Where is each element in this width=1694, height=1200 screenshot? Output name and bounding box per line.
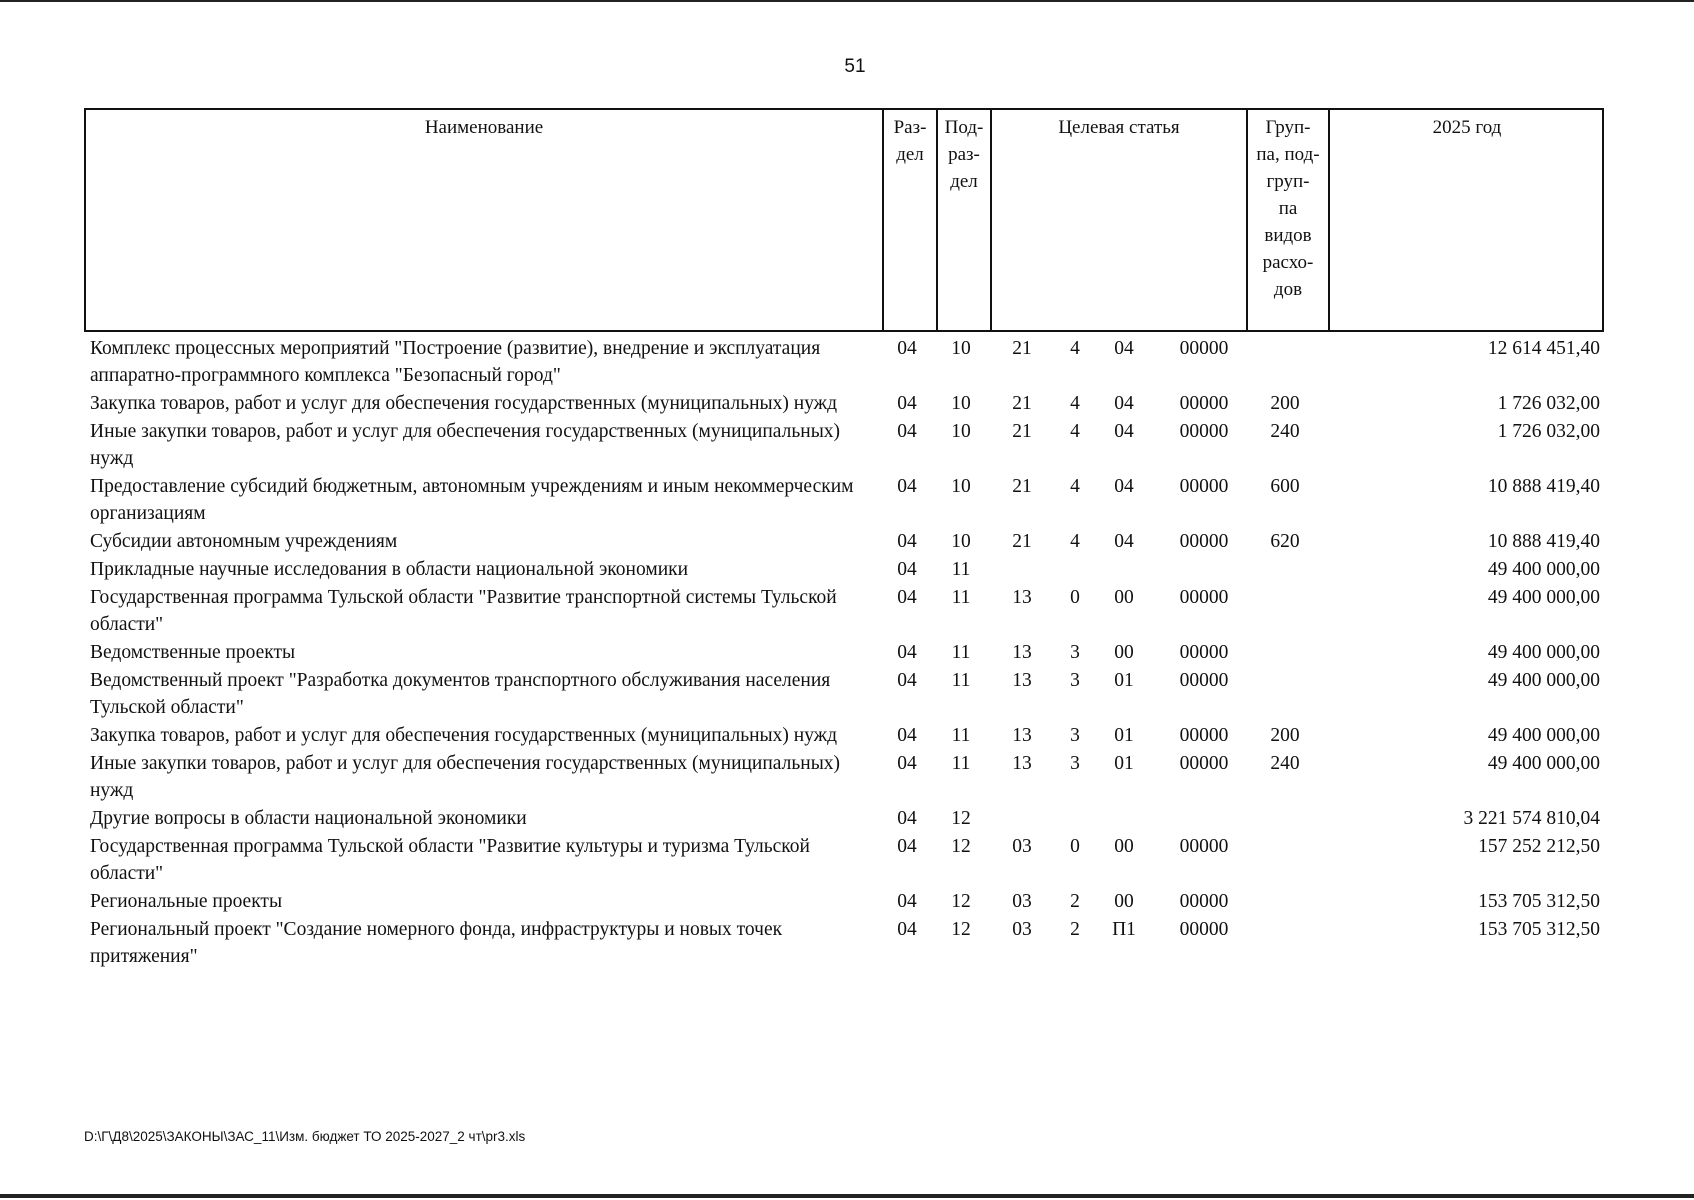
cell-target-direction: 00000 (1179, 531, 1229, 552)
cell-amount-2025: 153 705 312,50 (1478, 919, 1600, 940)
page-bottom-edge (0, 1194, 1694, 1198)
cell-podrazdel: 11 (951, 670, 971, 691)
page-number: 51 (844, 56, 866, 77)
cell-razdel: 04 (897, 753, 917, 774)
cell-expense-group: 600 (1270, 476, 1300, 497)
header-podrazdel (936, 110, 990, 330)
cell-amount-2025: 49 400 000,00 (1487, 559, 1600, 580)
cell-target-direction: 00000 (1179, 393, 1229, 414)
cell-name: Субсидии автономным учреждениям (90, 531, 398, 552)
cell-amount-2025: 10 888 419,40 (1487, 476, 1600, 497)
cell-target-event: 04 (1114, 421, 1134, 442)
cell-name: Региональный проект "Создание номерного фонда, инфраструктуры и новых точек притяжения" (90, 919, 783, 967)
cell-razdel: 04 (897, 476, 917, 497)
cell-target-direction: 00000 (1179, 725, 1229, 746)
cell-target-program: 21 (1012, 338, 1032, 359)
header-group (1246, 110, 1328, 330)
header-year: 2025 год (1328, 110, 1604, 330)
cell-name: Региональные проекты (90, 891, 283, 912)
header-podrazdel-text: Под- раз- дел (944, 117, 984, 192)
header-razdel-text: Раз- дел (893, 117, 927, 165)
cell-razdel: 04 (897, 642, 917, 663)
cell-target-direction: 00000 (1179, 753, 1229, 774)
cell-podrazdel: 10 (951, 531, 971, 552)
cell-expense-group: 240 (1270, 753, 1300, 774)
cell-razdel: 04 (897, 725, 917, 746)
table-row (84, 472, 1604, 527)
cell-name: Закупка товаров, работ и услуг для обеспечения государственных (муниципальных) нужд (90, 393, 838, 414)
cell-target-type: 3 (1070, 753, 1080, 774)
cell-target-direction: 00000 (1179, 338, 1229, 359)
cell-target-type: 0 (1070, 587, 1080, 608)
cell-razdel: 04 (897, 587, 917, 608)
cell-target-program: 13 (1012, 725, 1032, 746)
cell-amount-2025: 49 400 000,00 (1487, 725, 1600, 746)
cell-target-direction: 00000 (1179, 421, 1229, 442)
cell-expense-group: 620 (1270, 531, 1300, 552)
cell-amount-2025: 49 400 000,00 (1487, 753, 1600, 774)
cell-target-type: 4 (1070, 393, 1080, 414)
table-row (84, 638, 1604, 666)
cell-razdel: 04 (897, 919, 917, 940)
cell-name: Ведомственный проект "Разработка документов транспортного обслуживания населения Тульской области" (90, 670, 831, 718)
file-path-footer: D:\Г\Д8\2025\ЗАКОНЫ\ЗАС_11\Изм. бюджет ТО 2025-2027_2 чт\pr3.xls (84, 1129, 526, 1144)
table-row (84, 555, 1604, 583)
table-row (84, 666, 1604, 721)
cell-target-program: 13 (1012, 670, 1032, 691)
cell-name: Иные закупки товаров, работ и услуг для обеспечения государственных (муниципальных) нужд (90, 421, 841, 469)
cell-target-type: 4 (1070, 531, 1080, 552)
cell-amount-2025: 157 252 212,50 (1478, 836, 1600, 857)
cell-target-program: 03 (1012, 836, 1032, 857)
cell-target-direction: 00000 (1179, 587, 1229, 608)
cell-name: Государственная программа Тульской области "Развитие культуры и туризма Тульской области" (90, 836, 810, 884)
cell-podrazdel: 12 (951, 836, 971, 857)
header-razdel (882, 110, 936, 330)
table-row (84, 721, 1604, 749)
page-top-edge (0, 0, 1694, 2)
header-group-text: Груп- па, под- груп- па видов расхо- дов (1256, 117, 1320, 300)
cell-podrazdel: 11 (951, 587, 971, 608)
cell-podrazdel: 11 (951, 642, 971, 663)
cell-target-type: 2 (1070, 919, 1080, 940)
cell-target-event: 00 (1114, 587, 1134, 608)
cell-target-type: 2 (1070, 891, 1080, 912)
cell-amount-2025: 49 400 000,00 (1487, 670, 1600, 691)
cell-razdel: 04 (897, 421, 917, 442)
cell-razdel: 04 (897, 338, 917, 359)
cell-razdel: 04 (897, 808, 917, 829)
cell-amount-2025: 49 400 000,00 (1487, 642, 1600, 663)
cell-target-direction: 00000 (1179, 891, 1229, 912)
cell-target-type: 4 (1070, 421, 1080, 442)
cell-podrazdel: 12 (951, 891, 971, 912)
cell-name: Иные закупки товаров, работ и услуг для обеспечения государственных (муниципальных) нужд (90, 753, 841, 801)
table-row (84, 749, 1604, 804)
cell-razdel: 04 (897, 393, 917, 414)
cell-target-type: 3 (1070, 670, 1080, 691)
cell-amount-2025: 49 400 000,00 (1487, 587, 1600, 608)
cell-amount-2025: 1 726 032,00 (1497, 421, 1600, 442)
cell-razdel: 04 (897, 836, 917, 857)
cell-name: Прикладные научные исследования в области национальной экономики (90, 559, 689, 580)
cell-target-event: 04 (1114, 476, 1134, 497)
table-row (84, 887, 1604, 915)
cell-amount-2025: 153 705 312,50 (1478, 891, 1600, 912)
table-row (84, 334, 1604, 389)
cell-target-direction: 00000 (1179, 836, 1229, 857)
cell-target-program: 21 (1012, 476, 1032, 497)
cell-podrazdel: 12 (951, 919, 971, 940)
cell-podrazdel: 11 (951, 725, 971, 746)
table-row (84, 583, 1604, 638)
table-row (84, 804, 1604, 832)
cell-amount-2025: 1 726 032,00 (1497, 393, 1600, 414)
cell-target-event: 04 (1114, 393, 1134, 414)
cell-target-type: 3 (1070, 642, 1080, 663)
cell-target-type: 4 (1070, 338, 1080, 359)
table-body (84, 334, 1604, 970)
cell-target-type: 4 (1070, 476, 1080, 497)
table-row (84, 389, 1604, 417)
cell-target-event: 01 (1114, 670, 1134, 691)
cell-target-direction: 00000 (1179, 919, 1229, 940)
cell-razdel: 04 (897, 559, 917, 580)
cell-podrazdel: 11 (951, 559, 971, 580)
cell-amount-2025: 10 888 419,40 (1487, 531, 1600, 552)
cell-name: Ведомственные проекты (90, 642, 296, 663)
cell-target-program: 13 (1012, 642, 1032, 663)
cell-target-program: 21 (1012, 421, 1032, 442)
cell-razdel: 04 (897, 891, 917, 912)
cell-expense-group: 200 (1270, 393, 1300, 414)
cell-target-program: 21 (1012, 531, 1032, 552)
cell-podrazdel: 10 (951, 393, 971, 414)
cell-target-event: П1 (1112, 919, 1136, 940)
cell-target-event: 04 (1114, 338, 1134, 359)
cell-target-direction: 00000 (1179, 670, 1229, 691)
header-target: Целевая статья (990, 110, 1246, 330)
cell-expense-group: 240 (1270, 421, 1300, 442)
cell-target-program: 13 (1012, 587, 1032, 608)
cell-amount-2025: 3 221 574 810,04 (1463, 808, 1600, 829)
cell-name: Другие вопросы в области национальной экономики (90, 808, 527, 829)
header-name: Наименование (424, 117, 544, 138)
cell-podrazdel: 10 (951, 476, 971, 497)
table-row (84, 417, 1604, 472)
cell-podrazdel: 11 (951, 753, 971, 774)
table-row (84, 832, 1604, 887)
cell-target-program: 13 (1012, 753, 1032, 774)
cell-expense-group: 200 (1270, 725, 1300, 746)
cell-name: Предоставление субсидий бюджетным, автономным учреждениям и иным некоммерческим организациям (90, 476, 854, 524)
cell-target-event: 00 (1114, 891, 1134, 912)
cell-target-event: 01 (1114, 725, 1134, 746)
cell-name: Государственная программа Тульской области "Развитие транспортной системы Тульской области" (90, 587, 837, 635)
table-row (84, 915, 1604, 970)
table-header (84, 108, 1604, 332)
cell-podrazdel: 12 (951, 808, 971, 829)
cell-razdel: 04 (897, 531, 917, 552)
cell-target-type: 3 (1070, 725, 1080, 746)
cell-podrazdel: 10 (951, 421, 971, 442)
cell-target-program: 21 (1012, 393, 1032, 414)
cell-target-event: 00 (1114, 642, 1134, 663)
cell-amount-2025: 12 614 451,40 (1487, 338, 1600, 359)
cell-razdel: 04 (897, 670, 917, 691)
cell-target-direction: 00000 (1179, 642, 1229, 663)
cell-target-program: 03 (1012, 919, 1032, 940)
cell-podrazdel: 10 (951, 338, 971, 359)
cell-target-direction: 00000 (1179, 476, 1229, 497)
cell-target-event: 04 (1114, 531, 1134, 552)
cell-target-type: 0 (1070, 836, 1080, 857)
cell-target-program: 03 (1012, 891, 1032, 912)
cell-target-event: 01 (1114, 753, 1134, 774)
cell-name: Комплекс процессных мероприятий "Построение (развитие), внедрение и эксплуатация аппаратно-программного комплекса "Безопасный город" (90, 338, 821, 386)
table-row (84, 527, 1604, 555)
cell-target-event: 00 (1114, 836, 1134, 857)
cell-name: Закупка товаров, работ и услуг для обеспечения государственных (муниципальных) нужд (90, 725, 838, 746)
